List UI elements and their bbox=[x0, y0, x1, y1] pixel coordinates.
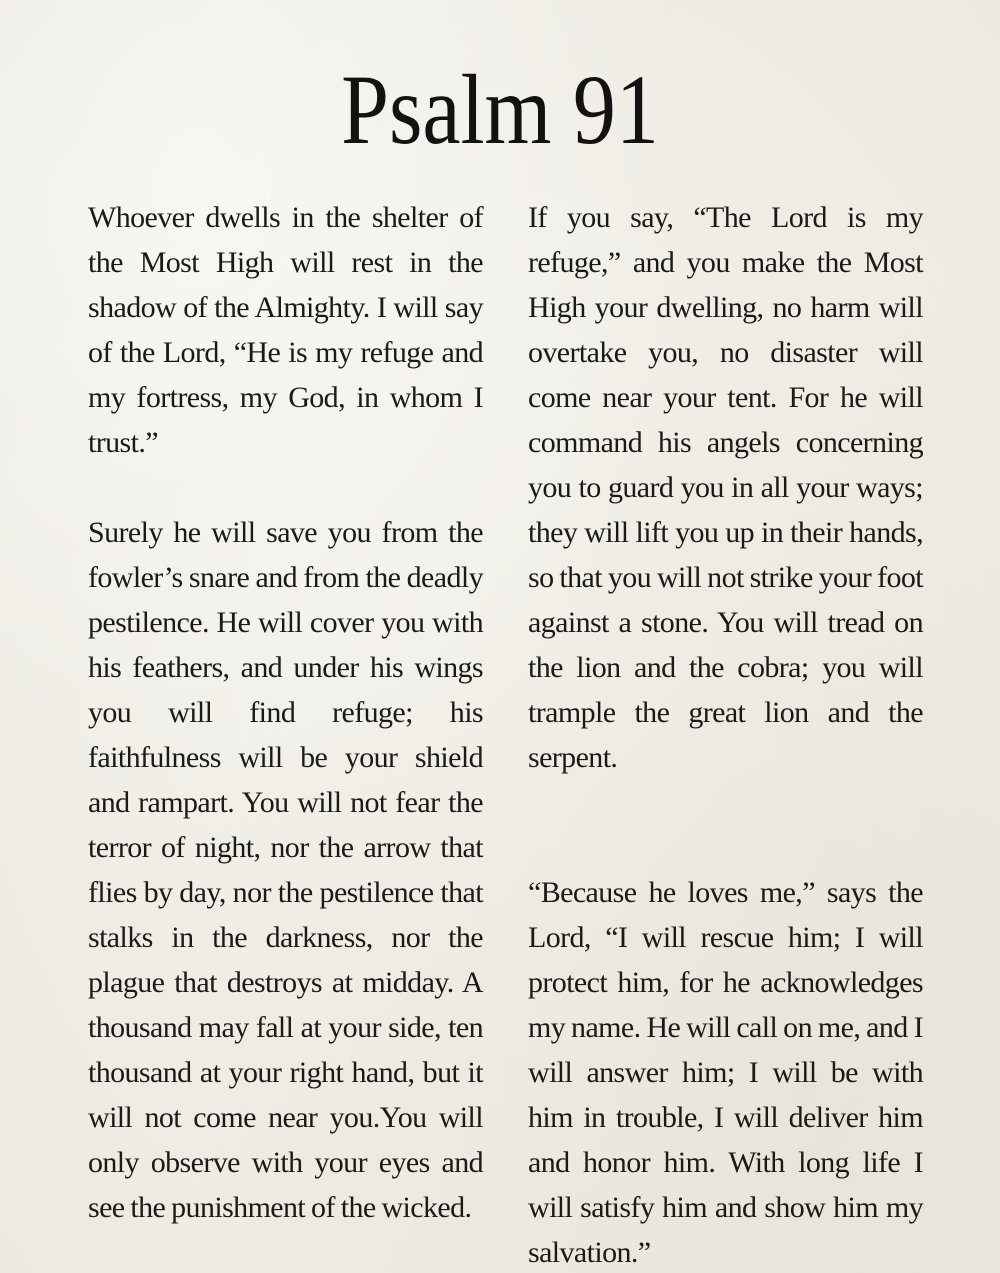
paragraph-protection: Surely he will save you from the fowler’s snare and from the deadly pestilence. He will cover you with his feathers, and under his wings you will find refuge; his faithfulness will be your shield and rampart. You will not fear the terror of night, nor the arrow that flies by day, nor the pestilence that stalks in the darkness, nor the plague that destroys at midday. A thousand may fall at your side, ten thousand at your right hand, but it will not come near you.You will only observe with your eyes and see the punishment of the wicked. bbox=[88, 516, 483, 1224]
paragraph-rescue: “Because he loves me,” says the Lord, “I will rescue him; I will protect him, for he acknowledges my name. He will call on me, and I will answer him; I will be with him in trouble, I will deliver him and honor him. With long life I will satisfy him and show him my salvation.” bbox=[528, 876, 923, 1269]
left-column bbox=[88, 195, 483, 1230]
page-title: Psalm 91 bbox=[341, 54, 659, 165]
paragraph-refuge: If you say, “The Lord is my refuge,” and you make the Most High your dwelling, no harm will overtake you, no disaster will come near your tent. For he will command his angels concerning you to guard you in all your ways; they will lift you up in their hands, so that you will not strike your foot against a stone. You will tread on the lion and the cobra; you will trample the great lion and the serpent. bbox=[528, 201, 923, 774]
paragraph-shelter: Whoever dwells in the shelter of the Most High will rest in the shadow of the Almighty. I will say of the Lord, “He is my refuge and my fortress, my God, in whom I trust.” bbox=[88, 201, 483, 459]
right-column bbox=[528, 195, 923, 1273]
paragraph-spacer bbox=[88, 465, 483, 510]
paragraph-spacer bbox=[528, 780, 923, 870]
